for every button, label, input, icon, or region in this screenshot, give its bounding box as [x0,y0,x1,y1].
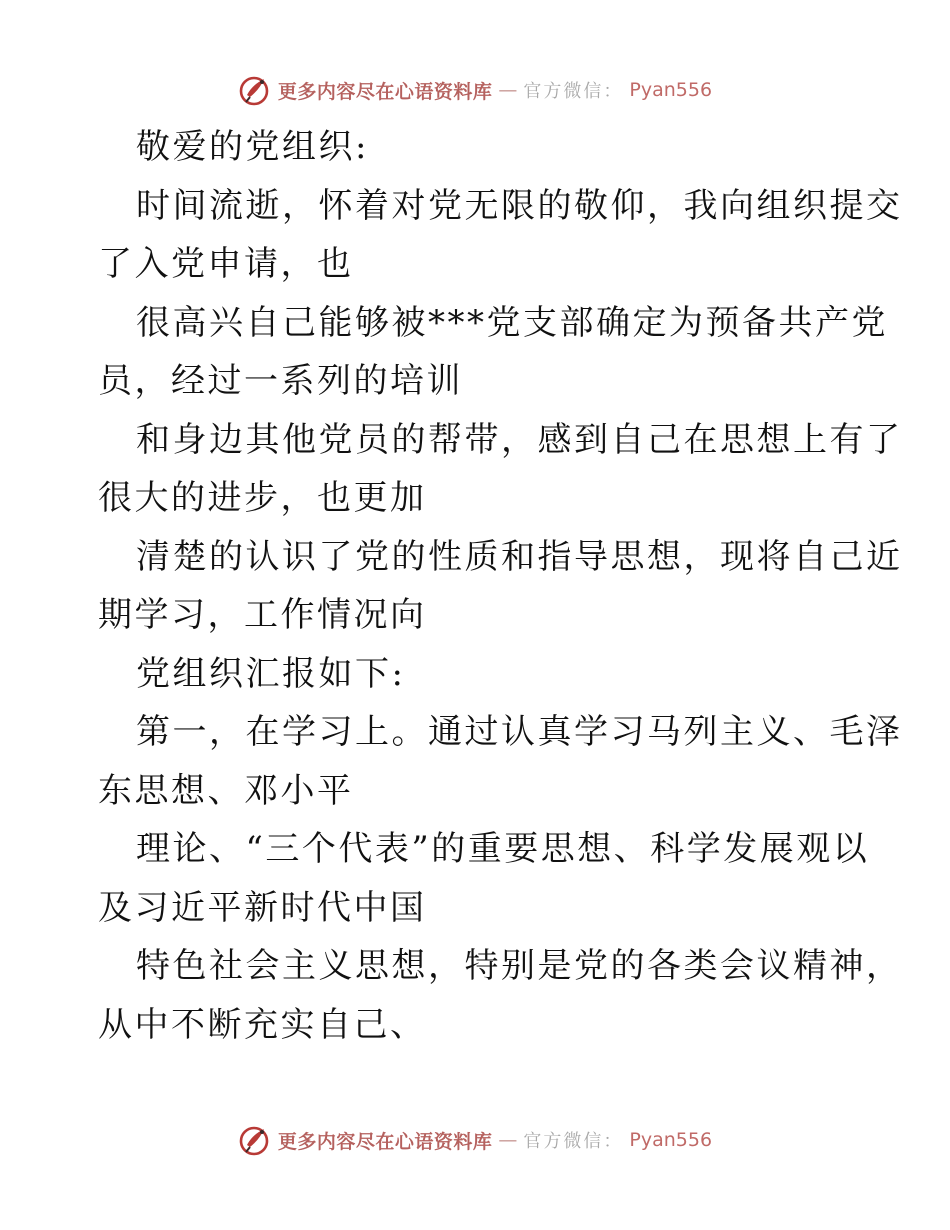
paragraph-line: 东思想、邓小平 [98,770,354,811]
paragraph-line: 了入党申请，也 [98,244,354,284]
quill-logo-icon [238,73,272,107]
paragraph-line: 员，经过一系列的培训 [98,361,463,401]
paragraph-line: 和身边其他党员的帮带，感到自己在思想上有了 [136,419,903,460]
paragraph-line: 清楚的认识了党的性质和指导思想，现将自己近 [136,536,903,577]
paragraph-line: 期学习，工作情况向 [98,595,427,635]
quill-logo-icon [238,1123,272,1157]
brand-text: 更多内容尽在心语资料库 [277,80,493,103]
paragraph-line: 第一，在学习上。通过认真学习马列主义、毛泽 [136,712,903,752]
paragraph-line: 从中不断充实自己、 [98,1004,427,1045]
paragraph-line: 时间流逝，怀着对党无限的敬仰，我向组织提交 [136,185,903,226]
footer-banner [0,1120,950,1160]
official-wechat-label: 官方微信： [523,81,624,102]
banner-dash: — [498,79,518,101]
paragraph-line: 及习近平新时代中国 [98,887,427,928]
salutation-line: 敬爱的党组织: [136,127,369,167]
paragraph-line: 特色社会主义思想，特别是党的各类会议精神， [136,946,903,986]
header-banner [0,70,950,110]
official-wechat-label: 官方微信： [523,1131,624,1152]
wechat-id: Pyan556 [629,1129,713,1151]
banner-dash: — [498,1129,518,1151]
document-body [98,118,903,1054]
brand-text: 更多内容尽在心语资料库 [277,1130,493,1153]
paragraph-line: 理论、“三个代表”的重要思想、科学发展观以 [136,829,870,869]
wechat-id: Pyan556 [629,79,713,101]
paragraph-line: 党组织汇报如下: [136,653,406,694]
paragraph-line: 很大的进步，也更加 [98,478,427,518]
paragraph-line: 很高兴自己能够被***党支部确定为预备共产党 [136,302,888,343]
